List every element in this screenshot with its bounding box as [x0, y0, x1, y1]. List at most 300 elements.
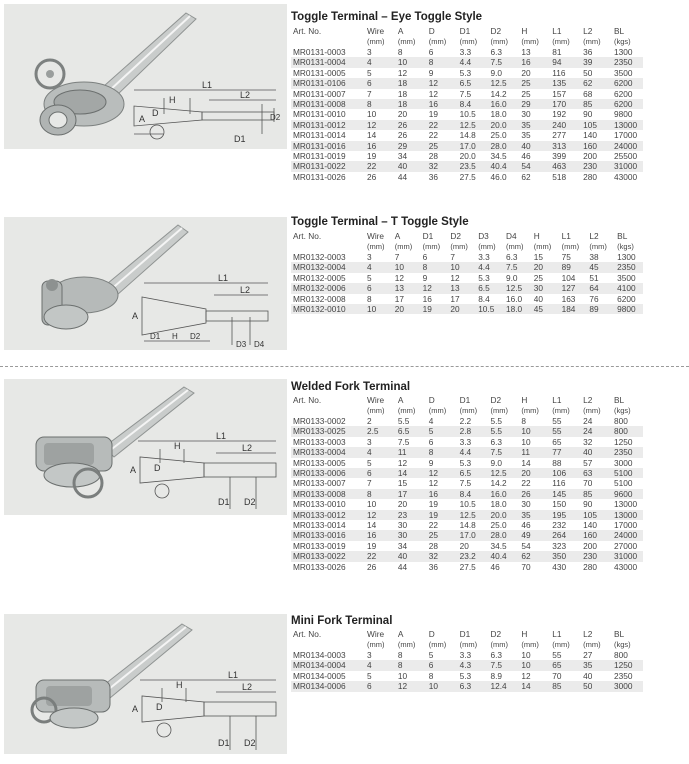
table-cell: 105	[581, 120, 612, 130]
table-cell: 54	[521, 540, 531, 551]
table-row	[291, 151, 643, 161]
table-cell: 116	[552, 478, 566, 489]
table-cell: 30	[396, 530, 427, 540]
table-cell: 7.5	[504, 262, 532, 272]
table-cell: 8	[397, 650, 403, 660]
mini-fork-label-d1: D1	[218, 738, 230, 748]
table-cell: MR0132-0005	[293, 272, 346, 283]
table-cell: L1	[561, 231, 571, 241]
welded-fork-label-h: H	[174, 441, 181, 451]
eye-toggle-label-d2: D2	[270, 113, 281, 122]
mini-fork-label-l1: L1	[228, 670, 239, 680]
table-cell: 12	[427, 468, 458, 478]
table-cell: 16	[365, 141, 396, 151]
table-cell: Wire	[367, 629, 385, 639]
table-cell: 88	[552, 457, 562, 468]
table-cell: 11	[519, 447, 550, 457]
table-cell: 10	[396, 57, 427, 67]
table-cell: 4.4	[476, 262, 504, 272]
table-cell: 106	[550, 468, 581, 478]
table-cell: Art. No.	[293, 629, 322, 639]
table-cell: 62	[581, 78, 612, 88]
table-cell: 9.0	[490, 457, 503, 468]
table-cell: 89	[560, 262, 588, 272]
table-cell: 25	[427, 530, 458, 540]
table-cell: 45	[587, 262, 615, 272]
table-cell: A	[397, 629, 404, 639]
table-cell: 6	[365, 78, 396, 88]
table-row	[291, 130, 643, 140]
table-cell: A	[394, 231, 401, 241]
eye-toggle-label-l1: L1	[202, 80, 213, 90]
table-cell: 6	[428, 47, 434, 57]
table-cell: D	[428, 629, 435, 639]
table-cell: 46	[490, 561, 500, 572]
table-cell: 40	[396, 161, 427, 171]
table-cell: 12	[421, 283, 449, 293]
table-cell: 5	[367, 67, 372, 78]
table-cell: 7	[394, 252, 400, 262]
welded-fork-label-d1: D1	[218, 497, 230, 507]
table-cell: 9.0	[490, 67, 503, 78]
table-cell: 10.5	[459, 109, 476, 120]
table-cell: D2	[490, 26, 502, 36]
table-cell: 36	[428, 561, 438, 572]
table-cell: 20	[459, 540, 469, 551]
table-header-row	[291, 231, 643, 242]
table-cell: 8	[421, 262, 449, 272]
table-cell: 16	[427, 489, 458, 499]
table-cell: (mm)	[450, 242, 468, 251]
table-cell: (mm)	[459, 37, 478, 46]
table-cell: 15	[397, 478, 408, 489]
table-cell: 38	[589, 252, 599, 262]
table-cell: 140	[583, 130, 597, 141]
table-cell: 46	[521, 520, 531, 531]
table-cell: 20.0	[489, 120, 520, 130]
table-cell: 55	[552, 416, 562, 426]
table-cell: MR0131-0010	[293, 109, 346, 120]
table-cell: 40.4	[489, 161, 520, 171]
table-cell: MR0133-0003	[293, 436, 346, 447]
table-cell: 12.4	[489, 681, 520, 691]
table-cell: 24000	[612, 530, 643, 540]
table-cell: 280	[583, 171, 597, 182]
table-cell: 22	[365, 551, 396, 561]
table-cell: Wire	[367, 26, 385, 36]
table-cell: 10	[448, 262, 476, 272]
table-cell: MR0133-0004	[291, 447, 365, 457]
table-cell: 13	[521, 47, 531, 57]
table-cell: 34.5	[490, 151, 507, 162]
table-cell: 14.2	[490, 478, 507, 489]
table-cell: (mm)	[505, 242, 524, 251]
welded-fork-label-d: D	[154, 463, 161, 473]
table-cell: 36	[428, 171, 438, 182]
table-cell: 28.0	[489, 141, 520, 151]
table-cell: 5	[367, 457, 372, 468]
table-cell: 6200	[617, 293, 636, 304]
table-cell: 19	[428, 499, 438, 510]
table-cell: 800	[614, 650, 628, 660]
table-cell: MR0131-0019	[293, 151, 346, 162]
table-cell: (mm)	[533, 242, 552, 251]
table-cell: 30	[532, 283, 560, 293]
table-cell: 26	[519, 489, 550, 499]
table-cell: 77	[550, 447, 581, 457]
table-cell: 34.5	[490, 540, 507, 551]
table-cell: 81	[552, 47, 562, 57]
table-cell: 2350	[615, 262, 643, 272]
table-cell: 19	[428, 109, 438, 120]
table-cell: (mm)	[367, 37, 385, 46]
table-cell: 5	[428, 650, 434, 660]
table-cell: 14.8	[459, 130, 476, 141]
table-row	[291, 541, 643, 551]
table-cell: 68	[583, 88, 593, 99]
table-cell: 7.5	[459, 478, 472, 489]
table-row	[291, 283, 643, 293]
table-cell: D	[428, 26, 435, 36]
table-cell: 5.3	[478, 272, 490, 283]
table-cell: 32	[583, 436, 593, 447]
table-cell: 12.5	[504, 283, 532, 293]
table-cell: 23.5	[458, 161, 489, 171]
table-cell: (mm)	[367, 242, 385, 251]
table-cell: 14	[367, 130, 377, 141]
table-cell: 43000	[614, 171, 638, 182]
table-cell: H	[533, 231, 540, 241]
table-cell: D2	[450, 231, 461, 241]
table-cell: (mm)	[459, 406, 478, 415]
table-cell: 195	[550, 510, 581, 520]
table-cell: 7	[450, 252, 456, 262]
welded-fork-product-image	[4, 379, 287, 515]
table-row	[291, 78, 643, 88]
table-cell: 16	[422, 293, 432, 304]
table-cell: 10	[397, 670, 408, 681]
table-cell: (mm)	[561, 242, 580, 251]
table-cell: 32	[427, 551, 458, 561]
table-cell: 3000	[612, 681, 643, 691]
table-cell: 8	[397, 47, 403, 57]
t-toggle-label-d4: D4	[254, 340, 265, 349]
table-cell: 9800	[615, 304, 643, 314]
table-cell: D1	[459, 26, 471, 36]
table-cell: 49	[519, 530, 550, 540]
table-cell: 13000	[614, 499, 638, 510]
table-cell: 399	[552, 151, 567, 162]
table-cell: 104	[561, 272, 576, 283]
table-cell: 50	[581, 681, 612, 691]
table-cell: 5.3	[459, 457, 472, 468]
table-cell: 4	[428, 416, 434, 426]
table-cell: 55	[552, 650, 562, 660]
table-cell: MR0133-0014	[293, 520, 346, 531]
table-cell: D2	[490, 395, 502, 405]
table-row	[291, 68, 643, 78]
table-units-row	[291, 242, 643, 252]
table-row	[291, 681, 643, 691]
table-cell: 13000	[612, 510, 643, 520]
table-cell: (mm)	[394, 242, 413, 251]
table-cell: 40	[519, 141, 550, 151]
table-cell: 89	[587, 304, 615, 314]
table-cell: (mm)	[478, 242, 496, 251]
table-cell: L2	[583, 395, 593, 405]
table-cell: 2.2	[459, 416, 472, 426]
table-cell: (mm)	[490, 640, 509, 649]
table-row	[291, 273, 643, 283]
table-cell: 30	[521, 109, 531, 120]
table-cell: 6.3	[490, 650, 503, 660]
table-cell: 64	[587, 283, 615, 293]
table-cell: 6.3	[505, 252, 518, 262]
table-cell: MR0133-0025	[291, 426, 365, 436]
table-cell: 34	[397, 151, 408, 162]
table-cell: 16	[427, 99, 458, 109]
table-cell: 2350	[612, 447, 643, 457]
table-cell: MR0132-0004	[291, 262, 365, 272]
table-row	[291, 47, 643, 57]
table-cell: 5100	[612, 468, 643, 478]
table-cell: MR0132-0006	[291, 283, 365, 293]
table-cell: 35	[581, 660, 612, 670]
table-cell: MR0131-0014	[293, 130, 346, 141]
table-cell: A	[397, 26, 404, 36]
table-cell: 9800	[614, 109, 633, 120]
table-cell: 116	[552, 67, 566, 78]
table-cell: 6.5	[458, 78, 489, 88]
table-cell: MR0131-0007	[293, 88, 346, 99]
table-cell: MR0133-0026	[293, 561, 346, 572]
eye-toggle-label-h: H	[169, 95, 176, 105]
table-cell: 4.4	[458, 447, 489, 457]
table-cell: (mm)	[422, 242, 441, 251]
table-header-row	[291, 26, 643, 37]
table-cell: 14.8	[459, 520, 476, 531]
table-row	[291, 141, 643, 151]
table-cell: 13	[448, 283, 476, 293]
table-cell: 25.0	[490, 520, 507, 531]
table-cell: 28.0	[489, 530, 520, 540]
table-cell: 5.5	[489, 426, 520, 436]
table-cell: 13000	[612, 120, 643, 130]
table-cell: 232	[552, 520, 567, 531]
table-cell: D1	[422, 231, 434, 241]
table-cell: 31000	[612, 161, 643, 171]
table-cell: 10	[521, 650, 531, 660]
mini-fork-title: Mini Fork Terminal	[291, 615, 393, 627]
mini-fork-label-h: H	[176, 680, 183, 690]
mini-fork-spec-table	[291, 629, 643, 692]
table-cell: 26	[397, 130, 408, 141]
table-cell: 7.5	[397, 436, 410, 447]
table-cell: MR0131-0022	[291, 161, 365, 171]
table-cell: 75	[561, 252, 571, 262]
table-cell: 63	[581, 468, 612, 478]
table-cell: 3.3	[459, 650, 472, 660]
table-cell: 7	[367, 478, 372, 489]
table-cell: MR0131-0008	[291, 99, 365, 109]
table-cell: 3	[367, 252, 372, 262]
table-cell: 5	[367, 670, 372, 681]
table-cell: L2	[589, 231, 599, 241]
table-cell: 12	[428, 478, 438, 489]
table-cell: 6	[365, 468, 396, 478]
table-cell: 4.3	[458, 660, 489, 670]
table-row	[291, 520, 643, 530]
table-cell: 27000	[614, 540, 638, 551]
table-cell: 17	[396, 489, 427, 499]
welded-fork-title: Welded Fork Terminal	[291, 381, 411, 393]
table-cell: 6	[422, 252, 428, 262]
table-row	[291, 109, 643, 119]
table-cell: 3000	[614, 457, 633, 468]
table-cell: 25	[533, 272, 544, 283]
table-cell: 44	[397, 171, 408, 182]
table-cell: 44	[397, 561, 408, 572]
table-cell: 192	[552, 109, 567, 120]
table-row	[291, 99, 643, 109]
table-cell: 6.3	[490, 436, 503, 447]
table-cell: 18.0	[504, 304, 532, 314]
table-cell: 90	[583, 499, 593, 510]
table-cell: 10	[393, 262, 421, 272]
table-cell: 9	[428, 457, 434, 468]
table-cell: 3500	[614, 67, 633, 78]
table-cell: 145	[550, 489, 581, 499]
table-cell: 94	[550, 57, 581, 67]
table-row	[291, 294, 643, 304]
table-cell: 463	[550, 161, 581, 171]
table-cell: BL	[614, 395, 625, 405]
table-cell: L1	[552, 395, 562, 405]
table-cell: 24000	[612, 141, 643, 151]
table-row	[291, 660, 643, 670]
table-cell: 8	[365, 489, 396, 499]
table-cell: 6.5	[476, 283, 504, 293]
table-row	[291, 262, 643, 272]
table-cell: 17000	[614, 130, 638, 141]
table-cell: 14	[396, 468, 427, 478]
table-cell	[291, 640, 365, 650]
table-cell: 25.0	[490, 130, 507, 141]
table-cell: 8.4	[458, 99, 489, 109]
table-cell: 50	[583, 67, 593, 78]
table-cell: 26	[396, 120, 427, 130]
table-row	[291, 562, 643, 572]
table-cell: 70	[583, 478, 593, 489]
table-cell: 277	[552, 130, 567, 141]
table-cell: 4100	[615, 283, 643, 293]
t-toggle-label-d3: D3	[236, 340, 247, 349]
table-cell: 51	[589, 272, 599, 283]
table-cell: 4	[365, 57, 396, 67]
table-cell: 18.0	[490, 499, 507, 510]
table-cell: 22	[521, 478, 531, 489]
table-cell: 32	[427, 161, 458, 171]
table-cell: 18	[396, 78, 427, 88]
table-cell: (kgs)	[617, 242, 634, 251]
table-cell: 8.9	[490, 670, 503, 681]
table-cell: 9600	[612, 489, 643, 499]
table-cell: 39	[581, 57, 612, 67]
table-cell: 16.0	[489, 489, 520, 499]
table-cell: 70	[521, 561, 531, 572]
table-cell: (mm)	[428, 37, 447, 46]
table-cell: (mm)	[583, 406, 601, 415]
table-cell: 90	[583, 109, 593, 120]
table-cell: 518	[552, 171, 567, 182]
table-cell: 40	[396, 551, 427, 561]
table-cell: 3.3	[459, 436, 472, 447]
table-cell: MR0132-0010	[291, 304, 365, 314]
table-cell: 12	[365, 120, 396, 130]
table-cell: 46	[521, 151, 531, 162]
table-cell: 140	[583, 520, 597, 531]
table-row	[291, 671, 643, 681]
table-cell: 65	[550, 660, 581, 670]
table-cell: D1	[459, 395, 471, 405]
table-cell: 85	[581, 99, 612, 109]
mini-fork-drawing	[140, 680, 276, 750]
table-cell: 230	[581, 551, 612, 561]
table-cell: 24	[583, 416, 593, 426]
table-cell: 26	[367, 561, 377, 572]
table-cell: MR0133-0019	[293, 540, 346, 551]
table-row	[291, 510, 643, 520]
table-cell: 23	[396, 510, 427, 520]
table-cell	[291, 37, 365, 47]
welded-fork-label-d2: D2	[244, 497, 256, 507]
table-cell: 20	[393, 304, 421, 314]
mini-fork-label-d: D	[156, 702, 163, 712]
table-cell: (mm)	[490, 37, 509, 46]
table-cell: MR0133-0022	[291, 551, 365, 561]
table-cell: 17	[394, 293, 405, 304]
table-cell: 26	[367, 171, 377, 182]
table-cell: 6.5	[458, 468, 489, 478]
table-cell: 9	[428, 67, 434, 78]
table-cell: 3.3	[459, 47, 472, 57]
table-cell: 18	[397, 88, 408, 99]
table-cell: MR0131-0106	[291, 78, 365, 88]
table-cell: 6200	[614, 88, 633, 99]
welded-fork-label-a: A	[130, 465, 137, 475]
table-cell: 2350	[614, 670, 633, 681]
table-cell: MR0134-0005	[293, 670, 346, 681]
table-cell: 62	[519, 551, 550, 561]
table-cell: 8	[396, 660, 427, 670]
table-cell: 20	[532, 262, 560, 272]
table-cell: 170	[550, 99, 581, 109]
table-cell: 9	[422, 272, 428, 283]
table-cell: 7.5	[459, 88, 472, 99]
table-cell: 23.2	[458, 551, 489, 561]
table-cell: 12	[450, 272, 460, 283]
mini-fork-label-a: A	[132, 704, 139, 714]
table-row	[291, 304, 643, 314]
table-cell: 17000	[614, 520, 638, 531]
table-row	[291, 120, 643, 130]
table-cell: (mm)	[583, 640, 601, 649]
table-cell: MR0131-0026	[293, 171, 346, 182]
table-row	[291, 499, 643, 509]
table-cell: 10	[519, 660, 550, 670]
table-cell: (mm)	[552, 640, 570, 649]
table-cell: 40.4	[489, 551, 520, 561]
